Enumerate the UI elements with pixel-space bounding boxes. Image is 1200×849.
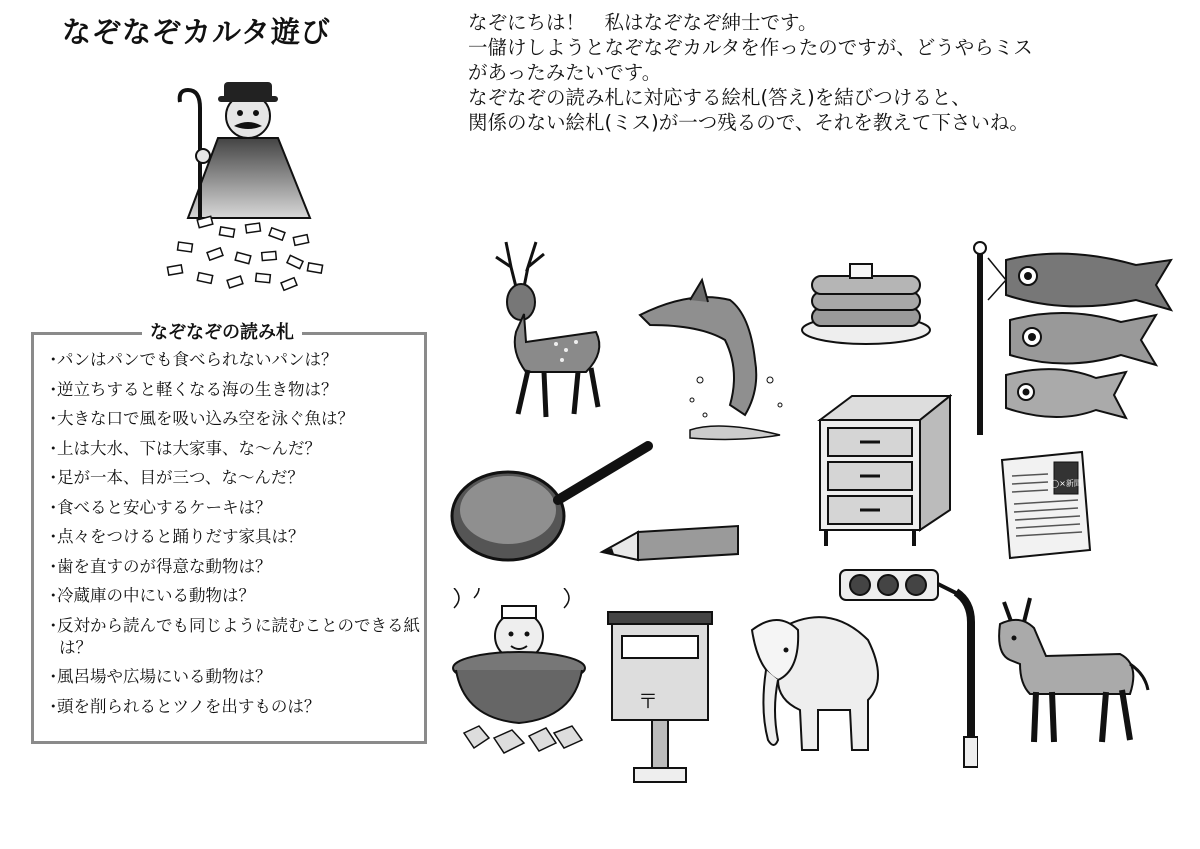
mailbox-mark: 〒 [638,689,658,713]
dresser-icon [812,390,952,550]
riddle-gentleman-illustration [158,68,338,298]
carp-streamer-icon [966,240,1174,440]
riddle-item: ・ 上は大水、下は大家事、な～んだ？ [47,438,425,460]
riddle-item: ・ 大きな口で風を吸い込み空を泳ぐ魚は？ [47,408,425,430]
intro-line: なぞにちは！ 私はなぞなぞ紳士です。 [468,11,818,34]
newspaper-masthead: ◯×新聞 [1050,479,1082,488]
intro-line: 一儲けしようとなぞなぞカルタを作ったのですが、どうやらミス [468,36,1033,59]
mailbox-icon [604,608,716,788]
riddle-cards-panel [31,322,427,744]
donkey-icon [990,594,1152,750]
riddle-item: ・ 食べると安心するケーキは？ [47,497,425,519]
riddle-item: ・ 点々をつけると踊りだす家具は？ [47,526,425,548]
riddle-item: ・ 風呂場や広場にいる動物は？ [47,666,425,688]
intro-line: があったみたいです。 [468,61,662,84]
riddle-item: ・ 反対から読んでも同じように読むことのできる紙は？ [47,615,425,659]
riddle-item: ・ パンはパンでも食べられないパンは？ [47,349,425,371]
riddle-cards-heading: なぞなぞの読み札 [142,318,302,344]
newspaper-icon [998,450,1094,560]
riddle-item: ・ 歯を直すのが得意な動物は？ [47,556,425,578]
intro-line: なぞなぞの読み札に対応する絵札(答え)を結びつけると、 [468,86,971,109]
intro-text [468,10,1188,135]
riddle-item: ・ 頭を削られるとツノを出すものは？ [47,696,425,718]
riddle-list [47,349,425,725]
bath-cauldron-icon [444,588,594,768]
riddle-item: ・ 冷蔵庫の中にいる動物は？ [47,585,425,607]
pencil-icon [598,522,743,572]
page-title: なぞなぞカルタ遊び [62,15,331,49]
intro-line: 関係のない絵札(ミス)が一つ残るので、それを教えて下さいね。 [468,111,1029,134]
elephant-icon [738,600,890,762]
riddle-item: ・ 足が一本、目が三つ、な～んだ？ [47,467,425,489]
riddle-item: ・ 逆立ちすると軽くなる海の生き物は？ [47,379,425,401]
dolphin-icon [630,270,800,445]
deer-icon [466,232,616,427]
pancake-icon [798,258,934,353]
